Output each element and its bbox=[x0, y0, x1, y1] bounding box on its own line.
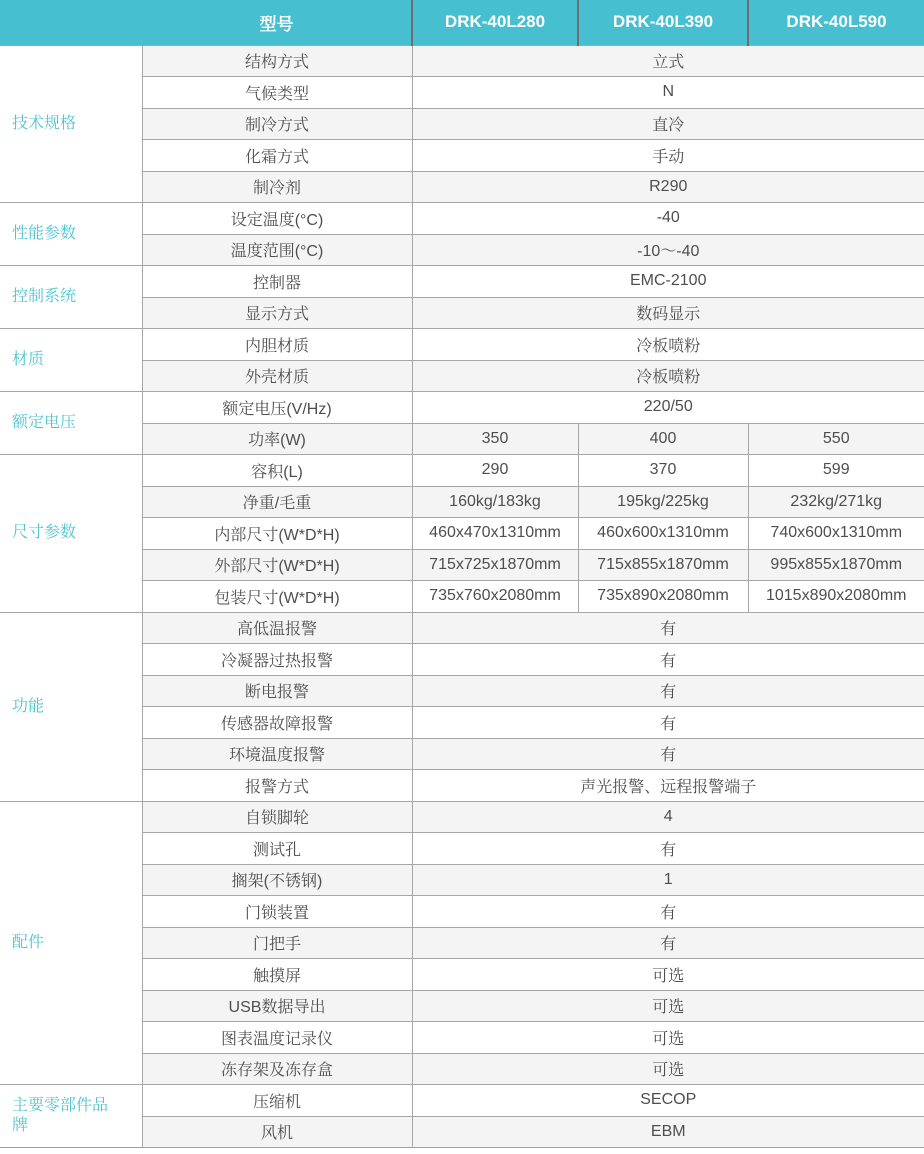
param-cell: 容积(L) bbox=[142, 455, 412, 487]
value-cell: 手动 bbox=[412, 140, 924, 172]
param-cell: 外壳材质 bbox=[142, 360, 412, 392]
value-cell: 可选 bbox=[412, 1053, 924, 1085]
param-cell: 报警方式 bbox=[142, 770, 412, 802]
table-row bbox=[0, 329, 924, 361]
table-row bbox=[0, 612, 924, 644]
model-label-header: 型号 bbox=[0, 0, 412, 45]
value-cell: 1 bbox=[412, 864, 924, 896]
value-cell: EMC-2100 bbox=[412, 266, 924, 298]
param-cell: 功率(W) bbox=[142, 423, 412, 455]
param-cell: 自锁脚轮 bbox=[142, 801, 412, 833]
param-cell: 外部尺寸(W*D*H) bbox=[142, 549, 412, 581]
table-row bbox=[0, 203, 924, 235]
value-cell: 有 bbox=[412, 707, 924, 739]
category-cell: 性能参数 bbox=[0, 203, 142, 266]
header-row bbox=[0, 0, 924, 45]
value-cell: 550 bbox=[748, 423, 924, 455]
value-cell: 350 bbox=[412, 423, 578, 455]
value-cell: -40 bbox=[412, 203, 924, 235]
param-cell: 包装尺寸(W*D*H) bbox=[142, 581, 412, 613]
value-cell: 195kg/225kg bbox=[578, 486, 748, 518]
value-cell: 有 bbox=[412, 896, 924, 928]
table-row bbox=[0, 266, 924, 298]
value-cell: 735x890x2080mm bbox=[578, 581, 748, 613]
value-cell: 1015x890x2080mm bbox=[748, 581, 924, 613]
param-cell: 高低温报警 bbox=[142, 612, 412, 644]
param-cell: 断电报警 bbox=[142, 675, 412, 707]
value-cell: 460x470x1310mm bbox=[412, 518, 578, 550]
param-cell: 额定电压(V/Hz) bbox=[142, 392, 412, 424]
model-header-3: DRK-40L590 bbox=[748, 0, 924, 45]
param-cell: 触摸屏 bbox=[142, 959, 412, 991]
param-cell: 冻存架及冻存盒 bbox=[142, 1053, 412, 1085]
category-cell: 功能 bbox=[0, 612, 142, 801]
value-cell: 有 bbox=[412, 833, 924, 865]
value-cell: 599 bbox=[748, 455, 924, 487]
category-cell: 主要零部件品牌 bbox=[0, 1085, 142, 1148]
value-cell: 232kg/271kg bbox=[748, 486, 924, 518]
category-cell: 技术规格 bbox=[0, 45, 142, 203]
param-cell: 测试孔 bbox=[142, 833, 412, 865]
value-cell: 声光报警、远程报警端子 bbox=[412, 770, 924, 802]
value-cell: 370 bbox=[578, 455, 748, 487]
param-cell: 传感器故障报警 bbox=[142, 707, 412, 739]
table-row bbox=[0, 392, 924, 424]
value-cell: 可选 bbox=[412, 990, 924, 1022]
value-cell: R290 bbox=[412, 171, 924, 203]
value-cell: 立式 bbox=[412, 45, 924, 77]
value-cell: 4 bbox=[412, 801, 924, 833]
param-cell: 内胆材质 bbox=[142, 329, 412, 361]
param-cell: 结构方式 bbox=[142, 45, 412, 77]
value-cell: 可选 bbox=[412, 959, 924, 991]
category-cell: 尺寸参数 bbox=[0, 455, 142, 613]
table-row bbox=[0, 801, 924, 833]
value-cell: 冷板喷粉 bbox=[412, 360, 924, 392]
value-cell: 715x855x1870mm bbox=[578, 549, 748, 581]
param-cell: 显示方式 bbox=[142, 297, 412, 329]
param-cell: 制冷方式 bbox=[142, 108, 412, 140]
param-cell: 门把手 bbox=[142, 927, 412, 959]
param-cell: 化霜方式 bbox=[142, 140, 412, 172]
value-cell: 715x725x1870mm bbox=[412, 549, 578, 581]
param-cell: 净重/毛重 bbox=[142, 486, 412, 518]
value-cell: -10～-40 bbox=[412, 234, 924, 266]
value-cell: 数码显示 bbox=[412, 297, 924, 329]
category-cell: 额定电压 bbox=[0, 392, 142, 455]
value-cell: 740x600x1310mm bbox=[748, 518, 924, 550]
param-cell: USB数据导出 bbox=[142, 990, 412, 1022]
param-cell: 设定温度(°C) bbox=[142, 203, 412, 235]
param-cell: 压缩机 bbox=[142, 1085, 412, 1117]
param-cell: 温度范围(°C) bbox=[142, 234, 412, 266]
param-cell: 气候类型 bbox=[142, 77, 412, 109]
value-cell: 有 bbox=[412, 675, 924, 707]
value-cell: 直冷 bbox=[412, 108, 924, 140]
param-cell: 控制器 bbox=[142, 266, 412, 298]
value-cell: 可选 bbox=[412, 1022, 924, 1054]
table-row bbox=[0, 455, 924, 487]
value-cell: EBM bbox=[412, 1116, 924, 1148]
param-cell: 风机 bbox=[142, 1116, 412, 1148]
category-cell: 控制系统 bbox=[0, 266, 142, 329]
param-cell: 制冷剂 bbox=[142, 171, 412, 203]
value-cell: 有 bbox=[412, 927, 924, 959]
value-cell: SECOP bbox=[412, 1085, 924, 1117]
model-header-1: DRK-40L280 bbox=[412, 0, 578, 45]
param-cell: 搁架(不锈钢) bbox=[142, 864, 412, 896]
category-cell: 材质 bbox=[0, 329, 142, 392]
table-row bbox=[0, 45, 924, 77]
value-cell: 有 bbox=[412, 612, 924, 644]
value-cell: N bbox=[412, 77, 924, 109]
value-cell: 460x600x1310mm bbox=[578, 518, 748, 550]
param-cell: 图表温度记录仪 bbox=[142, 1022, 412, 1054]
model-header-2: DRK-40L390 bbox=[578, 0, 748, 45]
value-cell: 160kg/183kg bbox=[412, 486, 578, 518]
value-cell: 220/50 bbox=[412, 392, 924, 424]
value-cell: 有 bbox=[412, 738, 924, 770]
value-cell: 735x760x2080mm bbox=[412, 581, 578, 613]
value-cell: 400 bbox=[578, 423, 748, 455]
value-cell: 290 bbox=[412, 455, 578, 487]
value-cell: 995x855x1870mm bbox=[748, 549, 924, 581]
value-cell: 有 bbox=[412, 644, 924, 676]
param-cell: 门锁装置 bbox=[142, 896, 412, 928]
param-cell: 内部尺寸(W*D*H) bbox=[142, 518, 412, 550]
param-cell: 冷凝器过热报警 bbox=[142, 644, 412, 676]
value-cell: 冷板喷粉 bbox=[412, 329, 924, 361]
category-cell: 配件 bbox=[0, 801, 142, 1085]
param-cell: 环境温度报警 bbox=[142, 738, 412, 770]
table-row bbox=[0, 1085, 924, 1117]
